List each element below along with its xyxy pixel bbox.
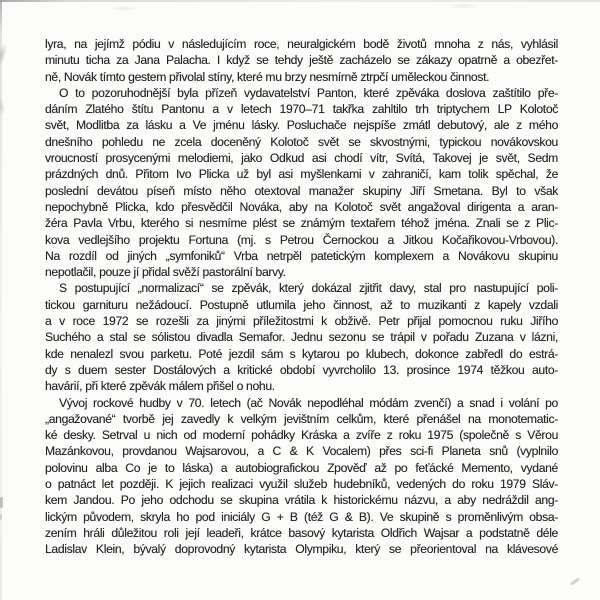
text-line: ké desky. Setrval u nich od moderní pohádky Kráska a zvíře z roku 1975 (společně s Věrou bbox=[45, 428, 558, 443]
text-line: zením hráli důležitou roli její leadeři, krátce basový kytarista Oldřich Wajsar a podstatně déle bbox=[45, 525, 558, 540]
text-line: poslední devátou píseň místo něho otextoval manažer skupiny Jiří Smetana. Byl to však bbox=[45, 183, 558, 198]
paragraph bbox=[45, 280, 558, 394]
text-line: dnešního pohledu ne zcela doceněný Kolotoč svět se skvostnými, typickou novákovskou bbox=[45, 134, 558, 149]
text-line: „angažované“ tvorbě jej zavedly k velkým jevištním celkům, které přenášel na monotematic- bbox=[45, 411, 558, 426]
text-line: minutu ticha za Jana Palacha. I když se tehdy ještě zacházelo se zákazy opatrně a obezřet- bbox=[45, 53, 558, 68]
scan-speck-artifact bbox=[0, 514, 2, 520]
paragraph bbox=[45, 85, 558, 281]
text-line: Vývoj rockové hudby v 70. letech (ač Novák nepodléhal módám zvenčí) a snad i volání po bbox=[59, 395, 558, 410]
scan-left-edge-artifact bbox=[0, 0, 2, 600]
text-line: ně, Novák tímto gestem přivolal stíny, které mu brzy nesmírně ztrpčí uměleckou činnost. bbox=[45, 69, 490, 84]
paragraph bbox=[45, 36, 558, 85]
text-line: dy s duem sester Dostálových a kritické období vyvrcholilo 13. prosince 1974 těžkou auto- bbox=[45, 362, 558, 377]
text-line: havárií, při které zpěvák málem přišel o nohu. bbox=[45, 379, 275, 394]
text-line: polovinu alba Co je to láska) a autobiografickou Zpověď až po feťácké Memento, vydané bbox=[45, 460, 558, 475]
text-line: vroucností prosycenými melodiemi, jako Odkud asi chodí vítr, Svítá, Takovej je svět, Sedm bbox=[45, 151, 558, 166]
paragraph bbox=[45, 395, 558, 558]
scan-smudge-artifact bbox=[0, 41, 10, 69]
text-line: kem Jandou. Po jeho odchodu se skupina vrátila k historickému názvu, a aby nedráždil ang- bbox=[45, 493, 558, 508]
text-line: kde nenalezl svou parketu. Poté jezdil sám s kytarou po klubech, dokonce zabředl do estrá- bbox=[45, 346, 558, 361]
scan-speck-artifact bbox=[570, 577, 580, 585]
scan-smudge-artifact bbox=[448, 3, 478, 9]
text-line: Ladislav Klein, bývalý doprovodný kytarista Olympiku, který se přeorientoval na klávesové bbox=[45, 542, 558, 557]
text-line: Na rozdíl od jiných „symfoniků“ Vrba netrpěl patetickým komplexem a Novákovu skupinu bbox=[45, 248, 558, 263]
scan-top-edge-artifact bbox=[0, 0, 600, 2]
text-line: svět, Modlitba za lásku a Ve jménu lásky. Posluchače nejspíše zmátl debutový, ale z mého bbox=[45, 118, 558, 133]
text-line: žéra Pavla Vrbu, kterého si nesmíme plést se známým textařem téhož jména. Znali se z Plic- bbox=[45, 216, 558, 231]
text-line: Suchého a stal se sólistou divadla Semafor. Jednu sezonu se trápil v pořadu Zuzana v lázni, bbox=[45, 330, 559, 345]
text-line: tickou garnituru nežádoucí. Postupně utlumila jeho činnost, až to muzikanti z kapely vzdali bbox=[45, 297, 558, 312]
scan-smudge-artifact bbox=[110, 6, 136, 11]
text-line: lickým původem, skryla ho pod iniciály G + B (též G & B). Ve skupině s proměnlivým obsa- bbox=[45, 509, 558, 524]
scan-smudge-artifact bbox=[0, 95, 7, 116]
text-line: o patnáct let později. K jejich realizaci využil služeb hudebníků, vedených do roku 1979 Sláv- bbox=[45, 477, 558, 492]
text-line: prázdných dnů. Přitom Ivo Plicka už byl asi myšlenkami v zahraničí, kam tolik spěchal, že bbox=[45, 167, 558, 182]
text-line: lyra, na jejímž pódiu v následujícím roce, neuralgickém bodě životů mnoha z nás, vyhlásil bbox=[45, 37, 558, 51]
page-text bbox=[45, 36, 558, 558]
text-line: kova vedlejšího projektu Fortuna (mj. s Petrou Černockou a Jitkou Kočařikovou-Vrbovou). bbox=[45, 232, 558, 247]
text-line: dáním Zlatého štítu Pantonu a v letech 1970–71 takřka zahltilo trh triptychem LP Kolotoč bbox=[45, 102, 558, 117]
text-line: nepotlačil, pouze jí přidal svěží pastorální barvy. bbox=[45, 265, 286, 280]
text-line: nepochybně Plicka, kdo přesvědčil Nováka, aby na Kolotoč svět angažoval dirigenta a aran- bbox=[45, 199, 558, 214]
text-line: Mazánkovou, provdanou Wajsarovou, a C & K Vocalem) přes sci-fi Planeta snů (vyplnilo bbox=[45, 444, 558, 459]
scan-speck-artifact bbox=[0, 497, 3, 508]
text-line: a v roce 1972 se rozešli za jinými příležitostmi k obživě. Petr přijal pomocnou ruku Jiřího bbox=[45, 314, 559, 329]
text-line: S postupující „normalizací“ se zpěvák, který dokázal zjitřit davy, stal pro nastupující poli- bbox=[59, 281, 558, 296]
text-line: O to pozoruhodnější byla přízeň vydavatelství Panton, které zpěváka doslova zaštítilo pře- bbox=[59, 85, 558, 100]
